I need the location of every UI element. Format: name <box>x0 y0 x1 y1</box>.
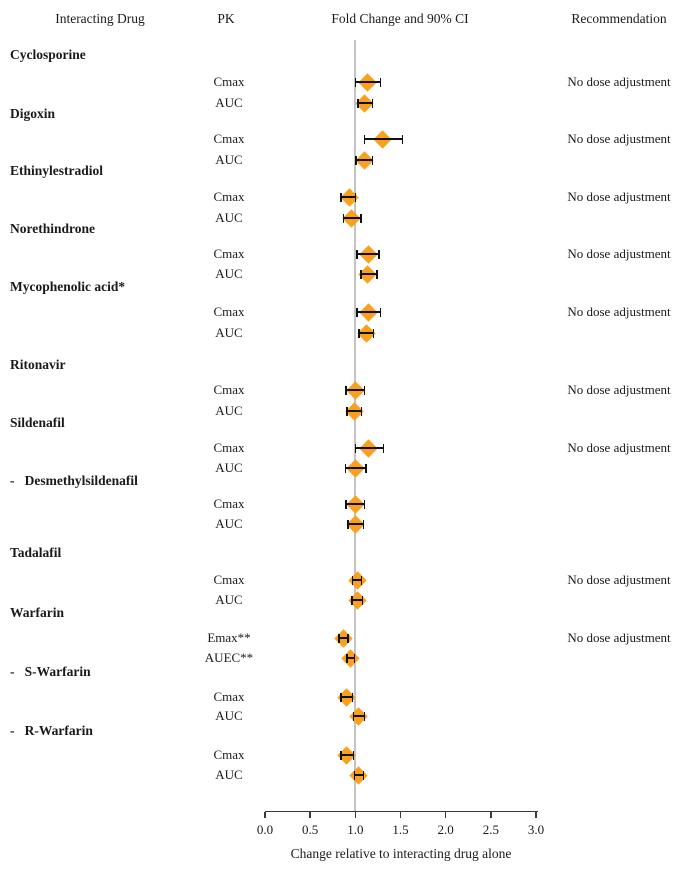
ci-upper-cap <box>372 99 374 108</box>
recommendation-label: No dose adjustment <box>567 440 671 455</box>
ci-lower-cap <box>340 693 342 702</box>
ci-interval-line <box>356 159 372 161</box>
ci-interval-line <box>346 389 364 391</box>
pk-metric-label: AUC <box>215 152 243 167</box>
x-axis-tick-label: 0.0 <box>256 821 274 837</box>
x-axis-title: Change relative to interacting drug alone <box>290 846 512 861</box>
drug-label: Cyclosporine <box>10 47 86 62</box>
x-axis-tick <box>445 812 447 818</box>
ci-lower-cap <box>347 520 349 529</box>
recommendation-label: No dose adjustment <box>567 131 671 146</box>
x-axis-tick <box>309 812 311 818</box>
pk-metric-label: Cmax <box>213 689 245 704</box>
ci-upper-cap <box>365 464 367 473</box>
x-axis-tick-label: 2.5 <box>482 821 499 837</box>
ci-interval-line <box>346 503 364 505</box>
ci-upper-cap <box>380 308 382 317</box>
ci-interval-line <box>359 332 373 334</box>
pk-metric-label: AUC <box>215 592 243 607</box>
column-header-fold-change: Fold Change and 90% CI <box>331 11 469 26</box>
ci-lower-cap <box>340 751 342 760</box>
pk-metric-label: Cmax <box>213 131 245 146</box>
ci-interval-line <box>344 217 361 219</box>
ci-lower-cap <box>355 444 357 453</box>
ci-interval-line <box>364 138 402 140</box>
ci-upper-cap <box>376 270 378 279</box>
drug-label: Digoxin <box>10 106 56 121</box>
drug-label: Mycophenolic acid* <box>10 279 126 294</box>
ci-interval-line <box>341 196 355 198</box>
ci-interval-line <box>341 754 354 756</box>
ci-interval-line <box>348 523 363 525</box>
x-axis-tick <box>264 812 266 818</box>
drug-label: Sildenafil <box>10 415 65 430</box>
pk-metric-label: Cmax <box>213 747 245 762</box>
recommendation-label: No dose adjustment <box>567 382 671 397</box>
ci-upper-cap <box>380 78 382 87</box>
ci-lower-cap <box>346 407 348 416</box>
drug-label: Ritonavir <box>10 357 66 372</box>
x-axis-tick <box>355 812 357 818</box>
ci-lower-cap <box>356 250 358 259</box>
ci-upper-cap <box>363 520 365 529</box>
ci-lower-cap <box>357 99 359 108</box>
recommendation-label: No dose adjustment <box>567 572 671 587</box>
ci-upper-cap <box>402 135 404 144</box>
pk-metric-label: AUC <box>215 325 243 340</box>
pk-metric-label: Cmax <box>213 246 245 261</box>
column-header-pk: PK <box>217 11 235 26</box>
pk-metric-label: Cmax <box>213 440 245 455</box>
pk-metric-label: AUC <box>215 210 243 225</box>
ci-upper-cap <box>378 250 380 259</box>
ci-lower-cap <box>358 329 360 338</box>
drug-label: Warfarin <box>10 605 64 620</box>
ci-lower-cap <box>345 464 347 473</box>
recommendation-label: No dose adjustment <box>567 189 671 204</box>
x-axis-tick <box>535 812 537 818</box>
ci-upper-cap <box>373 329 375 338</box>
ci-interval-line <box>347 410 361 412</box>
ci-upper-cap <box>352 693 354 702</box>
ci-lower-cap <box>340 193 342 202</box>
ci-upper-cap <box>364 500 366 509</box>
pk-metric-label: Cmax <box>213 304 245 319</box>
recommendation-label: No dose adjustment <box>567 630 671 645</box>
x-axis-tick <box>400 812 402 818</box>
drug-label: - Desmethylsildenafil <box>10 473 138 488</box>
drug-label: Ethinylestradiol <box>10 163 104 178</box>
pk-metric-label: AUC <box>215 708 243 723</box>
recommendation-label: No dose adjustment <box>567 246 671 261</box>
ci-lower-cap <box>355 156 357 165</box>
pk-metric-label: AUC <box>215 516 243 531</box>
pk-metric-label: AUC <box>215 460 243 475</box>
ci-upper-cap <box>364 712 366 721</box>
ci-interval-line <box>358 102 372 104</box>
pk-metric-label: Cmax <box>213 189 245 204</box>
ci-upper-cap <box>361 407 363 416</box>
recommendation-label: No dose adjustment <box>567 74 671 89</box>
pk-metric-label: Cmax <box>213 496 245 511</box>
ci-upper-cap <box>383 444 385 453</box>
ci-interval-line <box>357 311 380 313</box>
x-axis-tick <box>490 812 492 818</box>
ci-interval-line <box>361 273 377 275</box>
ci-upper-cap <box>355 193 357 202</box>
ci-interval-line <box>355 81 380 83</box>
pk-metric-label: AUEC** <box>204 650 254 665</box>
column-header-interacting-drug: Interacting Drug <box>55 11 145 26</box>
recommendation-label: No dose adjustment <box>567 304 671 319</box>
drug-label: Norethindrone <box>10 221 96 236</box>
x-axis-tick-label: 1.5 <box>392 821 409 837</box>
ci-upper-cap <box>360 214 362 223</box>
column-header-recommendation: Recommendation <box>571 11 667 26</box>
ci-lower-cap <box>354 771 356 780</box>
drug-label: - S-Warfarin <box>10 664 91 679</box>
ci-upper-cap <box>354 654 356 663</box>
pk-metric-label: AUC <box>215 767 243 782</box>
drug-label: - R-Warfarin <box>10 723 93 738</box>
ci-lower-cap <box>345 386 347 395</box>
ci-upper-cap <box>361 576 363 585</box>
ci-lower-cap <box>360 270 362 279</box>
x-axis-tick-label: 0.5 <box>302 821 319 837</box>
pk-metric-label: Emax** <box>207 630 251 645</box>
drug-label: Tadalafil <box>10 545 62 560</box>
ci-lower-cap <box>343 214 345 223</box>
ci-lower-cap <box>364 135 366 144</box>
x-axis-tick-label: 2.0 <box>437 821 454 837</box>
ci-lower-cap <box>346 654 348 663</box>
ci-lower-cap <box>356 308 358 317</box>
ci-upper-cap <box>347 634 349 643</box>
ci-lower-cap <box>345 500 347 509</box>
x-axis-tick-label: 1.0 <box>347 821 364 837</box>
ci-upper-cap <box>353 751 355 760</box>
pk-metric-label: AUC <box>215 266 243 281</box>
ci-interval-line <box>357 253 379 255</box>
pk-metric-label: AUC <box>215 403 243 418</box>
ci-lower-cap <box>338 634 340 643</box>
ci-lower-cap <box>351 596 353 605</box>
ci-upper-cap <box>362 596 364 605</box>
ci-interval-line <box>345 467 366 469</box>
x-axis-line <box>265 811 538 813</box>
ci-upper-cap <box>363 771 365 780</box>
pk-metric-label: AUC <box>215 95 243 110</box>
pk-metric-label: Cmax <box>213 74 245 89</box>
ci-lower-cap <box>355 78 357 87</box>
ci-lower-cap <box>352 576 354 585</box>
ci-upper-cap <box>372 156 374 165</box>
ci-upper-cap <box>364 386 366 395</box>
pk-metric-label: Cmax <box>213 572 245 587</box>
pk-metric-label: Cmax <box>213 382 245 397</box>
ci-lower-cap <box>353 712 355 721</box>
ci-interval-line <box>355 447 383 449</box>
x-axis-tick-label: 3.0 <box>527 821 545 837</box>
